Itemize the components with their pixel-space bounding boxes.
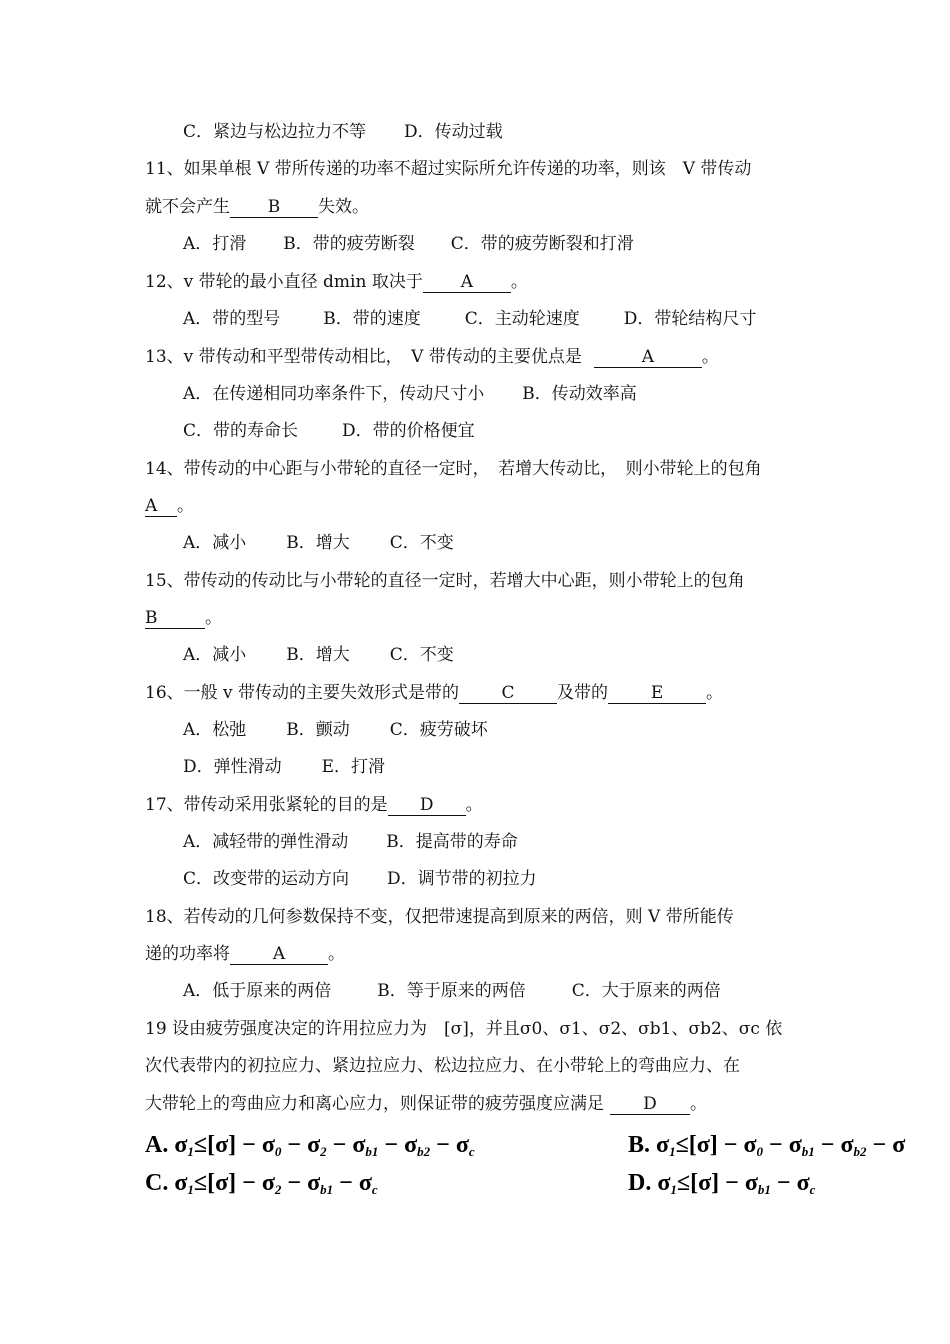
q19-text-post: 。 <box>690 1094 707 1114</box>
q11-stem-line1: 11、如果单根 V 带所传递的功率不超过实际所允许传递的功率，则该 V 带传动 <box>145 159 752 179</box>
q19-text-pre: 大带轮上的弯曲应力和离心应力，则保证带的疲劳强度应满足 <box>145 1094 604 1114</box>
q13-option-b: B．传动效率高 <box>522 384 637 404</box>
q17-stem <box>145 794 483 816</box>
formula-minus: − <box>763 1132 789 1158</box>
q12-text-post: 。 <box>510 272 528 292</box>
formula-relation: ≤[σ] <box>193 1170 237 1196</box>
q14-stem-line2 <box>145 495 194 517</box>
formula-sigma: σ <box>307 1132 321 1158</box>
q14-option-c: C．不变 <box>389 533 454 553</box>
formula-sigma: σ <box>656 1132 670 1158</box>
q19-stem-line2: 次代表带内的初拉应力、紧边拉应力、松边拉应力、在小带轮上的弯曲应力、在 <box>145 1056 740 1076</box>
q17-option-d: D．调节带的初拉力 <box>387 869 537 889</box>
q15-answer-blank: B <box>145 609 205 629</box>
q13-stem <box>145 346 719 368</box>
q13-options-row1 <box>183 383 637 405</box>
q18-text-pre: 递的功率将 <box>145 944 230 964</box>
q17-options-row2 <box>183 868 537 890</box>
q15-option-a: A．减小 <box>183 645 247 665</box>
formula-minus: − <box>378 1132 405 1158</box>
q16-option-c: C．疲劳破坏 <box>389 720 488 740</box>
q17-option-a: A．减轻带的弹性滑动 <box>183 832 349 852</box>
formula-subscript: b2 <box>417 1144 431 1159</box>
q16-options-row1 <box>183 719 488 741</box>
formula-sigma: σ <box>788 1132 802 1158</box>
q10-option-d: D．传动过载 <box>404 122 503 142</box>
formula-sigma: σ <box>892 1132 906 1158</box>
q16-stem <box>145 682 723 704</box>
q16-option-a: A．松弛 <box>183 720 247 740</box>
q16-answer-blank-2: E <box>608 684 706 704</box>
q19-formula-d <box>628 1170 815 1198</box>
formula-sigma: σ <box>455 1132 469 1158</box>
q19-answer-blank: D <box>610 1095 690 1115</box>
q13-option-a: A．在传递相同功率条件下，传动尺寸小 <box>183 384 485 404</box>
formula-minus: − <box>236 1132 262 1158</box>
q11-text-pre: 就不会产生 <box>145 197 230 217</box>
formula-label: C. <box>145 1170 175 1196</box>
formula-relation: ≤[σ] <box>193 1132 237 1158</box>
formula-sigma: σ <box>261 1132 275 1158</box>
formula-sigma: σ <box>174 1170 188 1196</box>
q16-text-mid: 及带的 <box>557 683 609 703</box>
q17-options-row1 <box>183 831 518 853</box>
formula-minus: − <box>770 1170 797 1196</box>
q11-option-a: A．打滑 <box>183 234 247 254</box>
q18-option-b: B．等于原来的两倍 <box>377 981 526 1001</box>
q19-formula-a <box>145 1132 475 1160</box>
formula-subscript: 1 <box>187 1182 194 1197</box>
q17-answer-blank: D <box>388 796 466 816</box>
q15-text-post: 。 <box>205 608 222 628</box>
formula-subscript: b1 <box>320 1182 334 1197</box>
q19-stem-line3 <box>145 1093 707 1115</box>
q10-option-c: C．紧边与松边拉力不等 <box>183 122 367 142</box>
formula-subscript: 1 <box>670 1182 677 1197</box>
q18-answer-blank: A <box>230 945 328 965</box>
formula-sigma: σ <box>174 1132 188 1158</box>
formula-minus: − <box>717 1132 744 1158</box>
q12-answer-blank: A <box>423 273 511 293</box>
formula-minus: − <box>430 1132 456 1158</box>
formula-minus: − <box>326 1132 353 1158</box>
formula-sigma: σ <box>744 1170 758 1196</box>
formula-subscript: 2 <box>274 1182 282 1197</box>
q15-options <box>183 644 454 666</box>
q13-option-d: D．带的价格便宜 <box>342 421 475 441</box>
formula-label: A. <box>145 1132 175 1158</box>
q14-text-post: 。 <box>177 496 194 516</box>
formula-subscript: 0 <box>274 1144 282 1159</box>
q18-text-post: 。 <box>328 944 345 964</box>
q16-option-b: B．颤动 <box>286 720 350 740</box>
formula-sigma: σ <box>796 1170 810 1196</box>
q19-stem-line1: 19 设由疲劳强度决定的许用拉应力为 [σ]，并且σ0、σ1、σ2、σb1、σb2、σc 依 <box>145 1019 783 1039</box>
q17-option-c: C．改变带的运动方向 <box>183 869 350 889</box>
q11-text-post: 失效。 <box>318 197 369 217</box>
formula-label: D. <box>628 1170 658 1196</box>
q12-options <box>183 308 756 330</box>
formula-sigma: σ <box>840 1132 854 1158</box>
q14-answer-blank: A <box>145 497 177 517</box>
formula-subscript: b2 <box>853 1144 867 1159</box>
q16-text-post: 。 <box>706 683 724 703</box>
q11-option-b: B．带的疲劳断裂 <box>283 234 415 254</box>
formula-subscript: 0 <box>756 1144 764 1159</box>
formula-relation: ≤[σ] <box>675 1132 718 1158</box>
q12-text-pre: 12、v 带轮的最小直径 dmin 取决于 <box>145 272 423 292</box>
formula-subscript: 1 <box>669 1144 676 1159</box>
q18-option-c: C．大于原来的两倍 <box>571 981 721 1001</box>
formula-subscript: 2 <box>320 1144 327 1159</box>
formula-sigma: σ <box>404 1132 418 1158</box>
q15-option-b: B．增大 <box>286 645 350 665</box>
q11-stem-line2 <box>145 196 369 218</box>
formula-minus: − <box>281 1132 308 1158</box>
q17-option-b: B．提高带的寿命 <box>386 832 518 852</box>
formula-subscript: c <box>371 1182 378 1197</box>
formula-sigma: σ <box>261 1170 275 1196</box>
formula-minus: − <box>236 1170 262 1196</box>
formula-subscript: c <box>809 1182 816 1197</box>
formula-relation: ≤[σ] <box>676 1170 720 1196</box>
formula-minus: − <box>281 1170 308 1196</box>
q14-option-b: B．增大 <box>286 533 350 553</box>
q15-option-c: C．不变 <box>389 645 454 665</box>
formula-sigma: σ <box>352 1132 366 1158</box>
formula-minus: − <box>814 1132 841 1158</box>
formula-sigma: σ <box>743 1132 757 1158</box>
formula-minus: − <box>333 1170 359 1196</box>
q11-answer-blank: B <box>230 198 318 218</box>
formula-minus: − <box>719 1170 745 1196</box>
formula-subscript: c <box>468 1144 475 1159</box>
formula-subscript: b1 <box>757 1182 771 1197</box>
q16-option-e: E．打滑 <box>321 757 386 777</box>
q19-formula-b <box>628 1132 905 1160</box>
q16-options-row2 <box>183 756 385 778</box>
q14-options <box>183 532 454 554</box>
q16-text-pre: 16、一般 v 带传动的主要失效形式是带的 <box>145 683 460 703</box>
q10-options <box>183 121 503 143</box>
q13-text-pre: 13、v 带传动和平型带传动相比， V 带传动的主要优点是 <box>145 347 582 367</box>
q11-options <box>183 233 634 255</box>
q18-option-a: A．低于原来的两倍 <box>183 981 332 1001</box>
formula-minus: − <box>866 1132 893 1158</box>
q18-options <box>183 980 721 1002</box>
formula-subscript: b1 <box>365 1144 379 1159</box>
q17-text-pre: 17、带传动采用张紧轮的目的是 <box>145 795 388 815</box>
q12-option-b: B．带的速度 <box>323 309 421 329</box>
q13-answer-blank: A <box>594 348 702 368</box>
q18-stem-line2 <box>145 943 345 965</box>
q13-option-c: C．带的寿命长 <box>183 421 299 441</box>
formula-sigma: σ <box>358 1170 372 1196</box>
formula-sigma: σ <box>307 1170 321 1196</box>
q15-stem-line1: 15、带传动的传动比与小带轮的直径一定时，若增大中心距，则小带轮上的包角 <box>145 571 745 591</box>
q19-formula-c <box>145 1170 378 1198</box>
q12-option-c: C．主动轮速度 <box>464 309 580 329</box>
q12-option-d: D．带轮结构尺寸 <box>623 309 757 329</box>
q12-option-a: A．带的型号 <box>183 309 281 329</box>
q16-option-d: D．弹性滑动 <box>183 757 282 777</box>
q18-stem-line1: 18、若传动的几何参数保持不变，仅把带速提高到原来的两倍，则 V 带所能传 <box>145 907 734 927</box>
q12-stem <box>145 271 528 293</box>
q14-option-a: A．减小 <box>183 533 247 553</box>
q16-answer-blank-1: C <box>459 684 557 704</box>
formula-label: B. <box>628 1132 657 1158</box>
q14-stem-line1: 14、带传动的中心距与小带轮的直径一定时， 若增大传动比， 则小带轮上的包角 <box>145 459 762 479</box>
q11-option-c: C．带的疲劳断裂和打滑 <box>450 234 634 254</box>
q17-text-post: 。 <box>465 795 483 815</box>
formula-subscript: 1 <box>187 1144 194 1159</box>
q13-options-row2 <box>183 420 475 442</box>
q15-stem-line2 <box>145 607 222 629</box>
formula-subscript: b1 <box>801 1144 815 1159</box>
formula-sigma: σ <box>657 1170 671 1196</box>
q13-text-post: 。 <box>701 347 719 367</box>
